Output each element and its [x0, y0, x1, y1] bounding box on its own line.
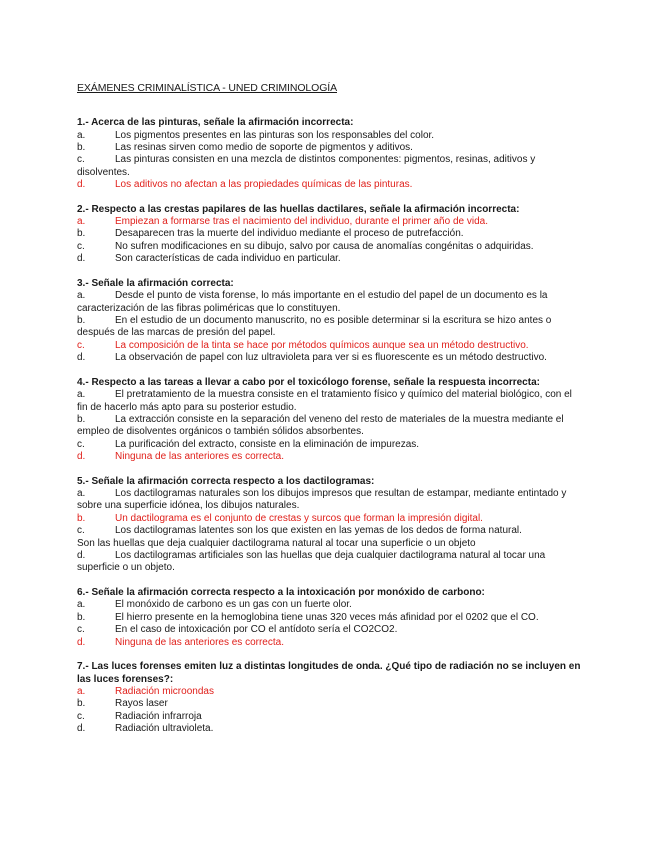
question-5: [77, 476, 583, 575]
answer-option-correct: [77, 216, 583, 228]
document-title: EXÁMENES CRIMINALÍSTICA - UNED CRIMINOLOGÍA: [77, 82, 337, 94]
answer-option: [77, 439, 583, 451]
option-text: Empiezan a formarse tras el nacimiento del individuo, durante el primer año de vida.: [115, 216, 488, 228]
option-letter: d.: [77, 550, 86, 562]
answer-option: [77, 154, 583, 179]
answer-option: [77, 228, 583, 240]
answer-option: [77, 389, 583, 414]
option-text: La composición de la tinta se hace por métodos químicos aunque sea un método destructivo.: [115, 339, 529, 351]
option-text: Las resinas sirven como medio de soporte de pigmentos y aditivos.: [115, 141, 413, 153]
option-text: El hierro presente en la hemoglobina tiene unas 320 veces más afinidad por el 0202 que el CO.: [115, 611, 539, 623]
answer-option: [77, 290, 583, 315]
option-text: El pretratamiento de la muestra consiste en el tratamiento físico y químico del material biológico, con el fin de hacerlo más apto para su posterior estudio.: [77, 389, 572, 413]
answer-option: [77, 315, 583, 340]
option-letter: b.: [77, 698, 86, 710]
answer-option: [77, 711, 583, 723]
question-title: 6.- Señale la afirmación correcta respecto a la intoxicación por monóxido de carbono:: [77, 586, 485, 598]
option-letter: b.: [77, 228, 86, 240]
option-letter: b.: [77, 611, 86, 623]
answer-option-correct: [77, 686, 583, 698]
option-text: Las pinturas consisten en una mezcla de distintos componentes: pigmentos, resinas, aditivos y disolventes.: [77, 154, 536, 178]
option-letter: a.: [77, 216, 86, 228]
option-letter: a.: [77, 290, 86, 302]
option-text: En el estudio de un documento manuscrito, no es posible determinar si la escritura se hizo antes o después de las marcas de presión del papel.: [77, 314, 552, 339]
question-title: 2.- Respecto a las crestas papilares de las huellas dactilares, señale la afirmación incorrecta:: [77, 203, 520, 215]
question-title: 5.- Señale la afirmación correcta respecto a los dactilogramas:: [77, 475, 375, 487]
option-letter: d.: [77, 451, 86, 463]
answer-option: [77, 599, 583, 611]
option-letter: c.: [77, 525, 85, 537]
answer-option-correct: [77, 637, 583, 649]
question-4: [77, 377, 583, 464]
option-text: La purificación del extracto, consiste en la eliminación de impurezas.: [115, 438, 420, 450]
question-title: 1.- Acerca de las pinturas, señale la afirmación incorrecta:: [77, 117, 354, 128]
option-text: Rayos laser: [115, 698, 168, 710]
answer-option-correct: [77, 513, 583, 525]
answer-option: [77, 624, 583, 636]
option-text: Radiación microondas: [115, 686, 214, 697]
answer-option: [77, 612, 583, 624]
option-text: Los pigmentos presentes en las pinturas son los responsables del color.: [115, 129, 435, 141]
question-3: [77, 278, 583, 365]
option-letter: a.: [77, 488, 86, 500]
option-text: Los aditivos no afectan a las propiedades químicas de las pinturas.: [115, 179, 413, 191]
answer-option: [77, 142, 583, 154]
question-title: 4.- Respecto a las tareas a llevar a cabo por el toxicólogo forense, señale la respuesta incorrecta:: [77, 376, 540, 388]
question-note: Son las huellas que deja cualquier dactilograma natural al tocar una superficie o un objeto: [77, 537, 476, 549]
option-letter: a.: [77, 686, 86, 697]
question-1: [77, 117, 583, 192]
answer-option-correct: [77, 451, 583, 463]
option-letter: a.: [77, 599, 86, 611]
answer-option: [77, 352, 583, 364]
question-6: [77, 587, 583, 649]
option-text: Desde el punto de vista forense, lo más importante en el estudio del papel de un documento es la caracterización de las fibras poliméricas que lo constituyen.: [77, 290, 548, 314]
option-letter: b.: [77, 141, 86, 153]
option-text: Ninguna de las anteriores es correcta.: [115, 451, 284, 463]
answer-option: [77, 253, 583, 265]
option-letter: c.: [77, 438, 85, 450]
option-letter: d.: [77, 253, 86, 265]
answer-option: [77, 130, 583, 142]
option-text: Radiación infrarroja: [115, 710, 202, 722]
option-text: Un dactilograma es el conjunto de crestas y surcos que forman la impresión digital.: [115, 512, 483, 524]
answer-option: [77, 698, 583, 710]
option-letter: b.: [77, 512, 86, 524]
option-letter: a.: [77, 389, 86, 401]
answer-option: [77, 550, 583, 575]
option-text: Son características de cada individuo en particular.: [115, 253, 341, 265]
option-letter: c.: [77, 240, 85, 252]
option-letter: d.: [77, 723, 86, 735]
option-letter: b.: [77, 314, 86, 326]
option-text: El monóxido de carbono es un gas con un fuerte olor.: [115, 599, 352, 611]
option-text: Los dactilogramas artificiales son las huellas que deja cualquier dactilograma natural al tocar una superficie o un objeto.: [77, 550, 546, 574]
answer-option: [77, 723, 583, 735]
option-letter: c.: [77, 624, 85, 636]
option-text: Los dactilogramas naturales son los dibujos impresos que resultan de estampar, mediante entintado y sobre una superficie idónea, los dibujos naturales.: [77, 488, 567, 512]
option-text: La extracción consiste en la separación del veneno del resto de materiales de la muestra mediante el empleo de disolventes orgánicos o también sólidos absorbentes.: [77, 413, 564, 438]
option-text: No sufren modificaciones en su dibujo, salvo por causa de anomalías congénitas o adquiridas.: [115, 240, 534, 252]
option-letter: d.: [77, 352, 86, 364]
answer-option: [77, 241, 583, 253]
answer-option: [77, 414, 583, 439]
option-letter: c.: [77, 710, 85, 722]
option-text: Radiación ultravioleta.: [115, 723, 214, 735]
option-text: Ninguna de las anteriores es correcta.: [115, 636, 284, 648]
option-letter: a.: [77, 129, 86, 141]
option-letter: c.: [77, 339, 85, 351]
answer-option-correct: [77, 340, 583, 352]
option-letter: d.: [77, 636, 86, 648]
question-title: 3.- Señale la afirmación correcta:: [77, 277, 234, 289]
option-text: Desaparecen tras la muerte del individuo mediante el proceso de putrefacción.: [115, 228, 464, 240]
option-text: En el caso de intoxicación por CO el antídoto sería el CO2CO2.: [115, 624, 398, 636]
question-2: [77, 204, 583, 266]
question-title: 7.- Las luces forenses emiten luz a distintas longitudes de onda. ¿Qué tipo de radiación no se incluyen en las luces forenses?:: [77, 661, 581, 685]
answer-option-correct: [77, 179, 583, 191]
option-letter: b.: [77, 413, 86, 425]
option-text: Los dactilogramas latentes son los que existen en las yemas de los dedos de forma natural.: [115, 525, 522, 537]
answer-option: [77, 488, 583, 513]
question-7: [77, 661, 583, 736]
option-text: La observación de papel con luz ultravioleta para ver si es fluorescente es un método destructivo.: [115, 352, 547, 364]
option-letter: d.: [77, 179, 86, 191]
question-list: [77, 117, 583, 748]
answer-option: [77, 525, 583, 537]
option-letter: c.: [77, 154, 85, 166]
